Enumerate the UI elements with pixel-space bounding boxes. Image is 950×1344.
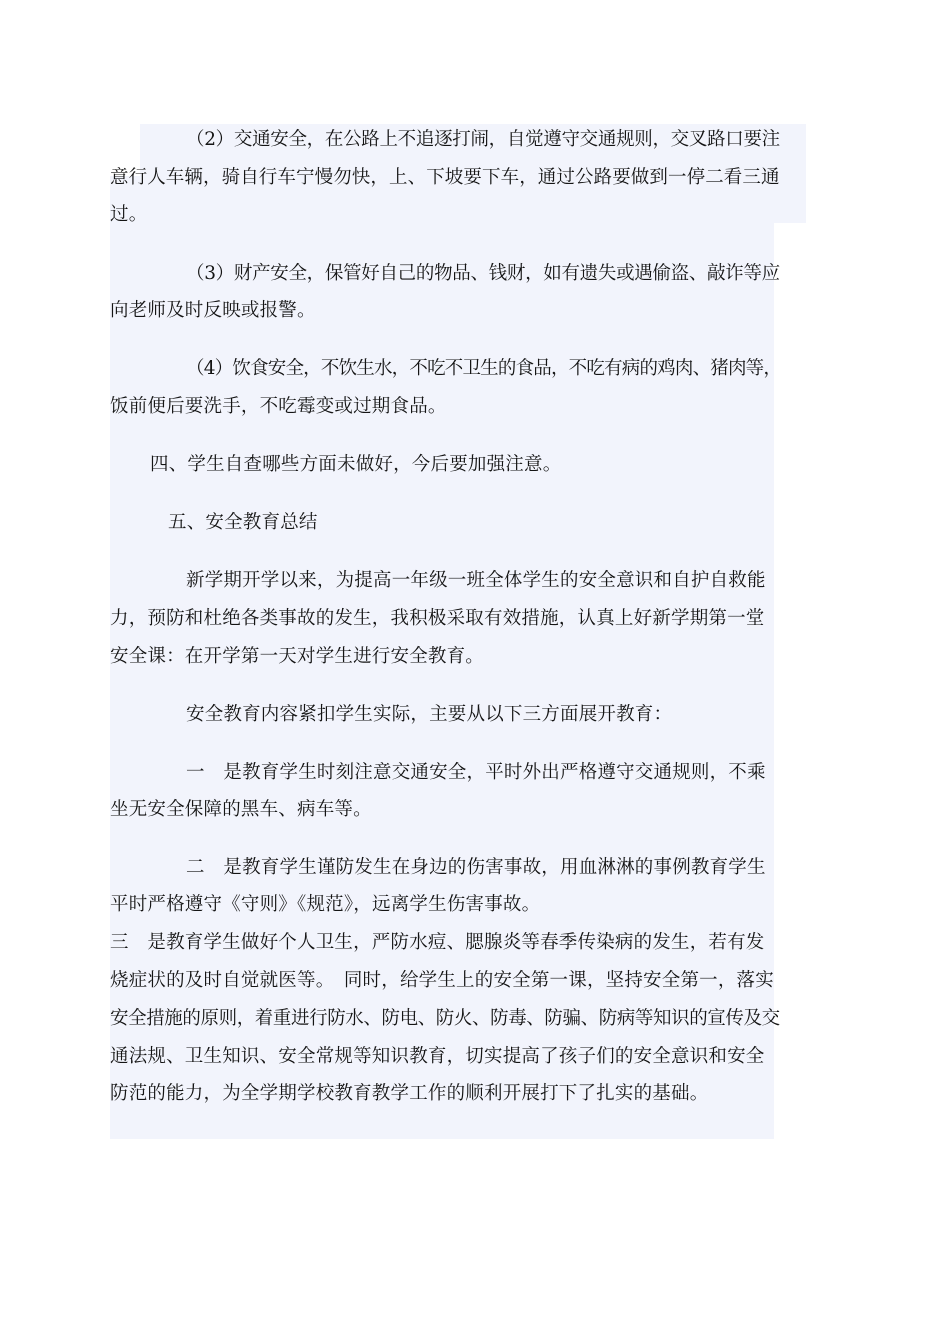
text-line: 三 是教育学生做好个人卫生，严防水痘、腮腺炎等春季传染病的发生，若有发 [110,932,765,953]
text-line: 烧症状的及时自觉就医等。 同时，给学生上的安全第一课，坚持安全第一，落实 [110,970,774,991]
section-heading: 四、学生自查哪些方面未做好，今后要加强注意。 [150,454,562,475]
text-line: 向老师及时反映或报警。 [110,300,316,321]
text-line: 力，预防和杜绝各类事故的发生，我积极采取有效措施，认真上好新学期第一堂 [110,608,765,629]
text-line: 防范的能力，为全学期学校教育教学工作的顺利开展打下了扎实的基础。 [110,1083,709,1104]
text-line: 新学期开学以来，为提高一年级一班全体学生的安全意识和自护自救能 [186,570,766,591]
text-line: 通法规、卫生知识、安全常规等知识教育，切实提高了孩子们的安全意识和安全 [110,1046,765,1067]
text-line: 一 是教育学生时刻注意交通安全，平时外出严格遵守交通规则，不乘 [186,762,766,783]
text-line: 安全措施的原则，着重进行防水、防电、防火、防毒、防骗、防病等知识的宣传及交 [110,1008,780,1029]
text-line: （2）交通安全，在公路上不追逐打闹，自觉遵守交通规则，交叉路口要注 [186,129,780,150]
text-line: 安全教育内容紧扣学生实际，主要从以下三方面展开教育： [186,704,673,725]
text-line: 饭前便后要洗手，不吃霉变或过期食品。 [110,396,447,417]
text-line: （3）财产安全，保管好自己的物品、钱财，如有遗失或遇偷盗、敲诈等应 [186,263,780,284]
section-heading: 五、安全教育总结 [168,512,318,533]
text-line: 安全课：在开学第一天对学生进行安全教育。 [110,646,485,667]
text-line: 意行人车辆，骑自行车宁慢勿快，上、下坡要下车，通过公路要做到一停二看三通 [110,167,780,188]
text-line: 坐无安全保障的黑车、病车等。 [110,799,372,820]
text-line: 二 是教育学生谨防发生在身边的伤害事故，用血淋淋的事例教育学生 [186,857,766,878]
text-line: 过。 [110,204,148,225]
text-line: （4）饮食安全，不饮生水，不吃不卫生的食品，不吃有病的鸡肉、猪肉等， [186,358,782,379]
text-line: 平时严格遵守《守则》《规范》，远离学生伤害事故。 [110,894,541,915]
